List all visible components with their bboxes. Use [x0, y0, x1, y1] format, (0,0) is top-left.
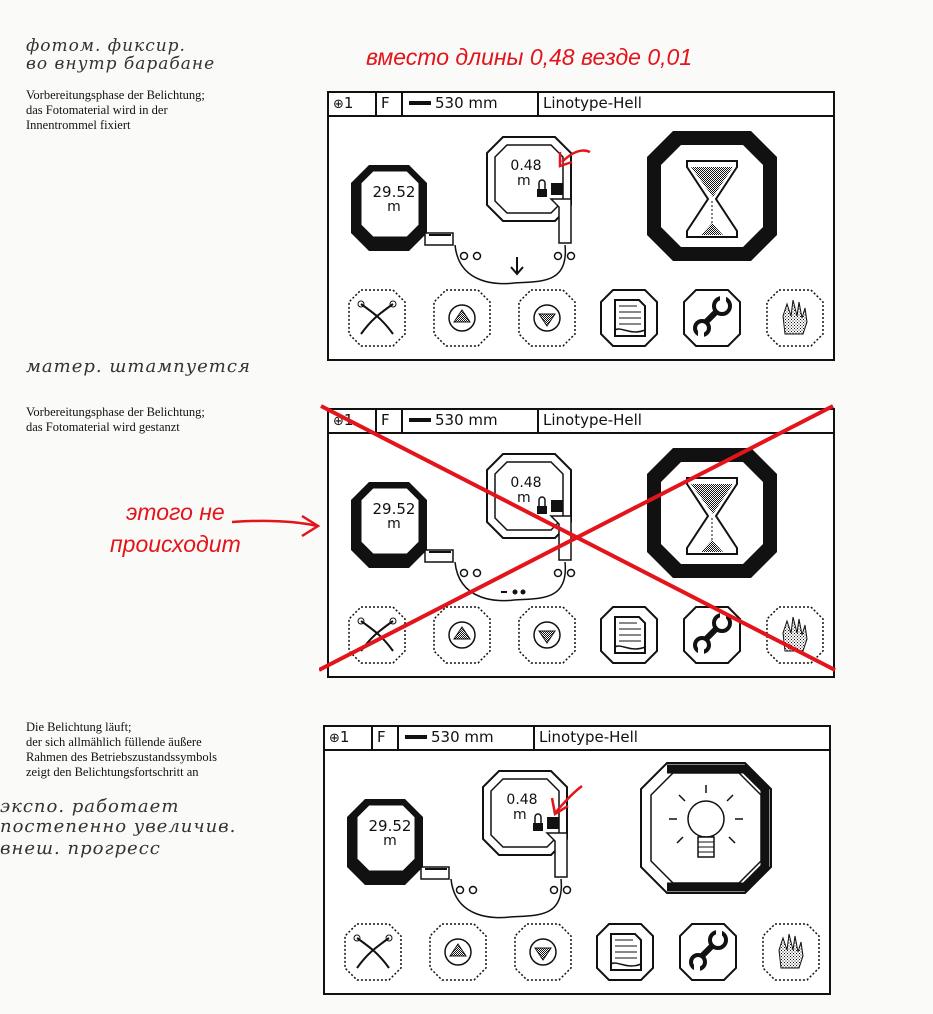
mode-indicator[interactable]: F	[373, 727, 399, 749]
supply-length-number: 29.52	[368, 817, 412, 835]
caption-3-line-2: der sich allmählich füllende äußere	[26, 735, 202, 749]
supply-length-number: 29.52	[372, 183, 416, 201]
handwritten-note-top-1: фотом. фиксир.	[26, 36, 186, 56]
supply-length-unit: m	[383, 833, 397, 849]
drum-icon: ⊕	[329, 731, 340, 746]
cassette-length-number: 0.48	[510, 475, 542, 491]
arrow-panel-3	[552, 786, 582, 814]
handwritten-note-middle: матер. штампуется	[26, 356, 251, 377]
handwritten-note-bottom-2: постепенно увеличив.	[0, 816, 237, 837]
media-width-value: 530 mm	[435, 411, 498, 429]
arrow-not-happening	[232, 516, 318, 536]
not-happening-line-1: этого не	[126, 499, 225, 525]
cassette-length-number: 0.48	[510, 158, 542, 174]
caption-3-line-4: zeigt den Belichtungsfortschritt an	[26, 765, 199, 779]
handwritten-note-bottom-3: внеш. прогресс	[0, 838, 161, 859]
cassette-length-unit: m	[513, 807, 527, 823]
supply-length-unit: m	[387, 199, 401, 215]
device-name: Linotype-Hell	[543, 94, 642, 112]
media-width-value: 530 mm	[435, 94, 498, 112]
cassette-length-number: 0.48	[506, 792, 538, 808]
mode-indicator[interactable]: F	[377, 93, 403, 115]
correction-headline: вместо длины 0,48 везде 0,01	[366, 44, 693, 70]
cassette-length-unit: m	[517, 173, 531, 189]
caption-3-line-3: Rahmen des Betriebszustandssymbols	[26, 750, 217, 764]
caption-3-line-1: Die Belichtung läuft;	[26, 720, 132, 734]
caption-1-line-2: das Fotomaterial wird in der	[26, 103, 168, 117]
caption-1-line-1: Vorbereitungsphase der Belichtung;	[26, 88, 205, 102]
cassette-length-unit: m	[517, 490, 531, 506]
device-name: Linotype-Hell	[539, 728, 638, 746]
supply-length-unit: m	[387, 516, 401, 532]
caption-2-line-2: das Fotomaterial wird gestanzt	[26, 420, 180, 434]
caption-2-line-1: Vorbereitungsphase der Belichtung;	[26, 405, 205, 419]
mode-indicator[interactable]: F	[377, 410, 403, 432]
arrow-panel-1	[560, 150, 590, 166]
drum-number: 1	[343, 94, 354, 112]
supply-length-number: 29.52	[372, 500, 416, 518]
device-name: Linotype-Hell	[543, 411, 642, 429]
handwritten-note-bottom-1: экспо. работает	[0, 796, 180, 817]
handwritten-note-top-2: во внутр барабане	[26, 54, 216, 74]
media-width-value: 530 mm	[431, 728, 494, 746]
drum-icon: ⊕	[333, 97, 344, 112]
caption-1-line-3: Innentrommel fixiert	[26, 118, 131, 132]
not-happening-line-2: происходит	[110, 531, 241, 557]
drum-icon: ⊕	[333, 414, 344, 429]
drum-number: 1	[339, 728, 350, 746]
